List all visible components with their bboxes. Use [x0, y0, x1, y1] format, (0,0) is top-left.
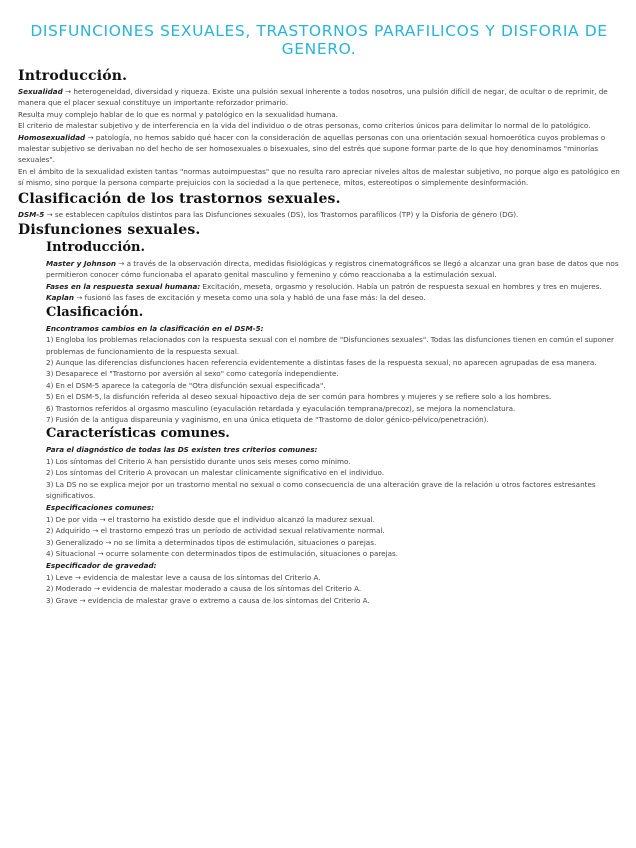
- paragraph-master-johnson: Master y Johnson → a través de la observación directa, medidas fisiológicas y registros cinematográficos se llegó a alcanzar una gran base de datos que nos permitieron conocer cómo funcionaba el aparato genital masculino y femenino y cómo reaccionaba a la estimulación sexual.: [46, 259, 619, 280]
- list-item: 7) Fusión de la antigua dispareunia y vaginismo, en una única etiqueta de "Trastorno de dolor génico-pélvico/penetración).: [46, 414, 489, 424]
- term-sexualidad: Sexualidad: [18, 87, 63, 96]
- label-especificaciones-comunes: Especificaciones comunes:: [46, 503, 155, 513]
- list-item: 4) En el DSM-5 aparece la categoría de "Otra disfunción sexual especificada".: [46, 380, 326, 390]
- list-item: 5) En el DSM-5, la disfunción referida al deseo sexual hipoactivo deja de ser común para hombres y mujeres y se refiere solo a los hombres.: [46, 392, 552, 402]
- term-fases: Fases en la respuesta sexual humana:: [46, 281, 201, 291]
- subheading-introduccion: Introducción.: [46, 240, 146, 256]
- list-item: 2) Los síntomas del Criterio A provocan un malestar clínicamente significativo en el individuo.: [46, 468, 385, 478]
- list-item: 2) Adquirido → el trastorno empezó tras un período de actividad sexual relativamente normal.: [46, 526, 385, 536]
- list-item: 3) Grave → evidencia de malestar grave o extremo a causa de los síntomas del Criterio A.: [46, 595, 370, 605]
- label-cambios-dsm5: Encontramos cambios en la clasificación en el DSM-5:: [46, 323, 264, 333]
- term-dsm5: DSM-5: [18, 209, 45, 219]
- list-item: 4) Situacional → ocurre solamente con determinados tipos de estimulación, situaciones o parejas.: [46, 549, 399, 558]
- heading-disfunciones-sexuales: Disfunciones sexuales.: [18, 222, 201, 239]
- paragraph-dsm5: DSM-5 → se establecen capítulos distintos para las Disfunciones sexuales (DS), los Trastornos parafílicos (TP) y la Disforia de género (DG).: [18, 209, 519, 219]
- heading-introduccion: Introducción.: [18, 68, 128, 84]
- list-item: 1) De por vida → el trastorno ha existido desde que el individuo alcanzó la madurez sexual.: [46, 514, 375, 524]
- paragraph-kaplan: Kaplan → fusionó las fases de excitación y meseta como una sola y habló de una fase más: la del deseo.: [46, 293, 426, 303]
- paragraph-fases: Fases en la respuesta sexual humana: Excitación, meseta, orgasmo y resolución. Había un patrón de respuesta sexual en hombres y tres en mujeres.: [46, 281, 602, 291]
- term-master-johnson: Master y Johnson: [46, 259, 117, 269]
- term-kaplan: Kaplan: [46, 293, 74, 303]
- heading-clasificacion-trastornos: Clasificación de los trastornos sexuales.: [18, 190, 341, 207]
- list-item: 2) Moderado → evidencia de malestar moderado a causa de los síntomas del Criterio A.: [46, 584, 362, 594]
- list-item: 1) Engloba los problemas relacionados con la respuesta sexual con el nombre de "Disfunciones sexuales". Todas las disfunciones tienen en común el suponer problemas de funcionamiento de la respuesta sexual.: [46, 335, 614, 356]
- paragraph-sexualidad: Sexualidad → heterogeneidad, diversidad y riqueza. Existe una pulsión sexual inherente a todos nosotros, una pulsión difícil de negar, de ocultar o de reprimir, de manera que el placer sexual constituye un importante reforzador primario.: [18, 87, 608, 108]
- list-item: 3) Generalizado → no se limita a determinados tipos de estimulación, situaciones o parejas.: [46, 537, 377, 547]
- paragraph-criterio-malestar: El criterio de malestar subjetivo y de interferencia en la vida del individuo o de otras personas, como criterios únicos para delimitar lo normal de lo patológico.: [18, 121, 591, 131]
- list-item: 3) La DS no se explica mejor por un trastorno mental no sexual o como consecuencia de una alteración grave de la relación u otros factores estresantes significativos.: [46, 479, 596, 500]
- list-item: 2) Aunque las diferencias disfunciones hacen referencia evidentemente a distintas fases de la respuesta sexual, no aparecen agrupadas de esa manera.: [46, 357, 597, 367]
- list-item: 1) Los síntomas del Criterio A han persistido durante unos seis meses como mínimo.: [46, 456, 351, 466]
- list-item: 6) Trastornos referidos al orgasmo masculino (eyaculación retardada y eyaculación temprana/precoz), se mejora la nomenclatura.: [46, 403, 516, 413]
- label-especificador-gravedad: Especificador de gravedad:: [46, 561, 157, 571]
- page-title: DISFUNCIONES SEXUALES, TRASTORNOS PARAFILICOS Y DISFORIA DE GENERO.: [30, 22, 608, 58]
- paragraph-normas-autoimpuestas: En el ámbito de la sexualidad existen tantas "normas autoimpuestas" que no resulta raro apreciar niveles altos de malestar subjetivo, no porque algo es patológico en sí mismo, sino porque la persona comparte prejuicios con la sociedad a la que pertenece, mitos, estereotipos o simplemente desinformación.: [18, 166, 620, 188]
- term-homosexualidad: Homosexualidad: [18, 132, 86, 142]
- subheading-caracteristicas: Características comunes.: [46, 426, 230, 442]
- list-item: 3) Desaparece el "Trastorno por aversión al sexo" como categoría independiente.: [46, 369, 339, 379]
- paragraph-homosexualidad: Homosexualidad → patología, no hemos sabido qué hacer con la consideración de aquellas personas con una orientación sexual homoerótica cuyos problemas o malestar subjetivo se derivaban no del hecho de ser homosexuales o bisexuales, sino del estrés que supone formar parte de lo que hoy denominamos "minorías sexuales".: [18, 132, 606, 165]
- subheading-clasificacion: Clasificación.: [46, 304, 144, 320]
- list-item: 1) Leve → evidencia de malestar leve a causa de los síntomas del Criterio A.: [46, 572, 321, 582]
- paragraph-normal-patologico: Resulta muy complejo hablar de lo que es normal y patológico en la sexualidad humana.: [18, 109, 338, 119]
- label-criterios-comunes: Para el diagnóstico de todas las DS existen tres criterios comunes:: [46, 445, 318, 455]
